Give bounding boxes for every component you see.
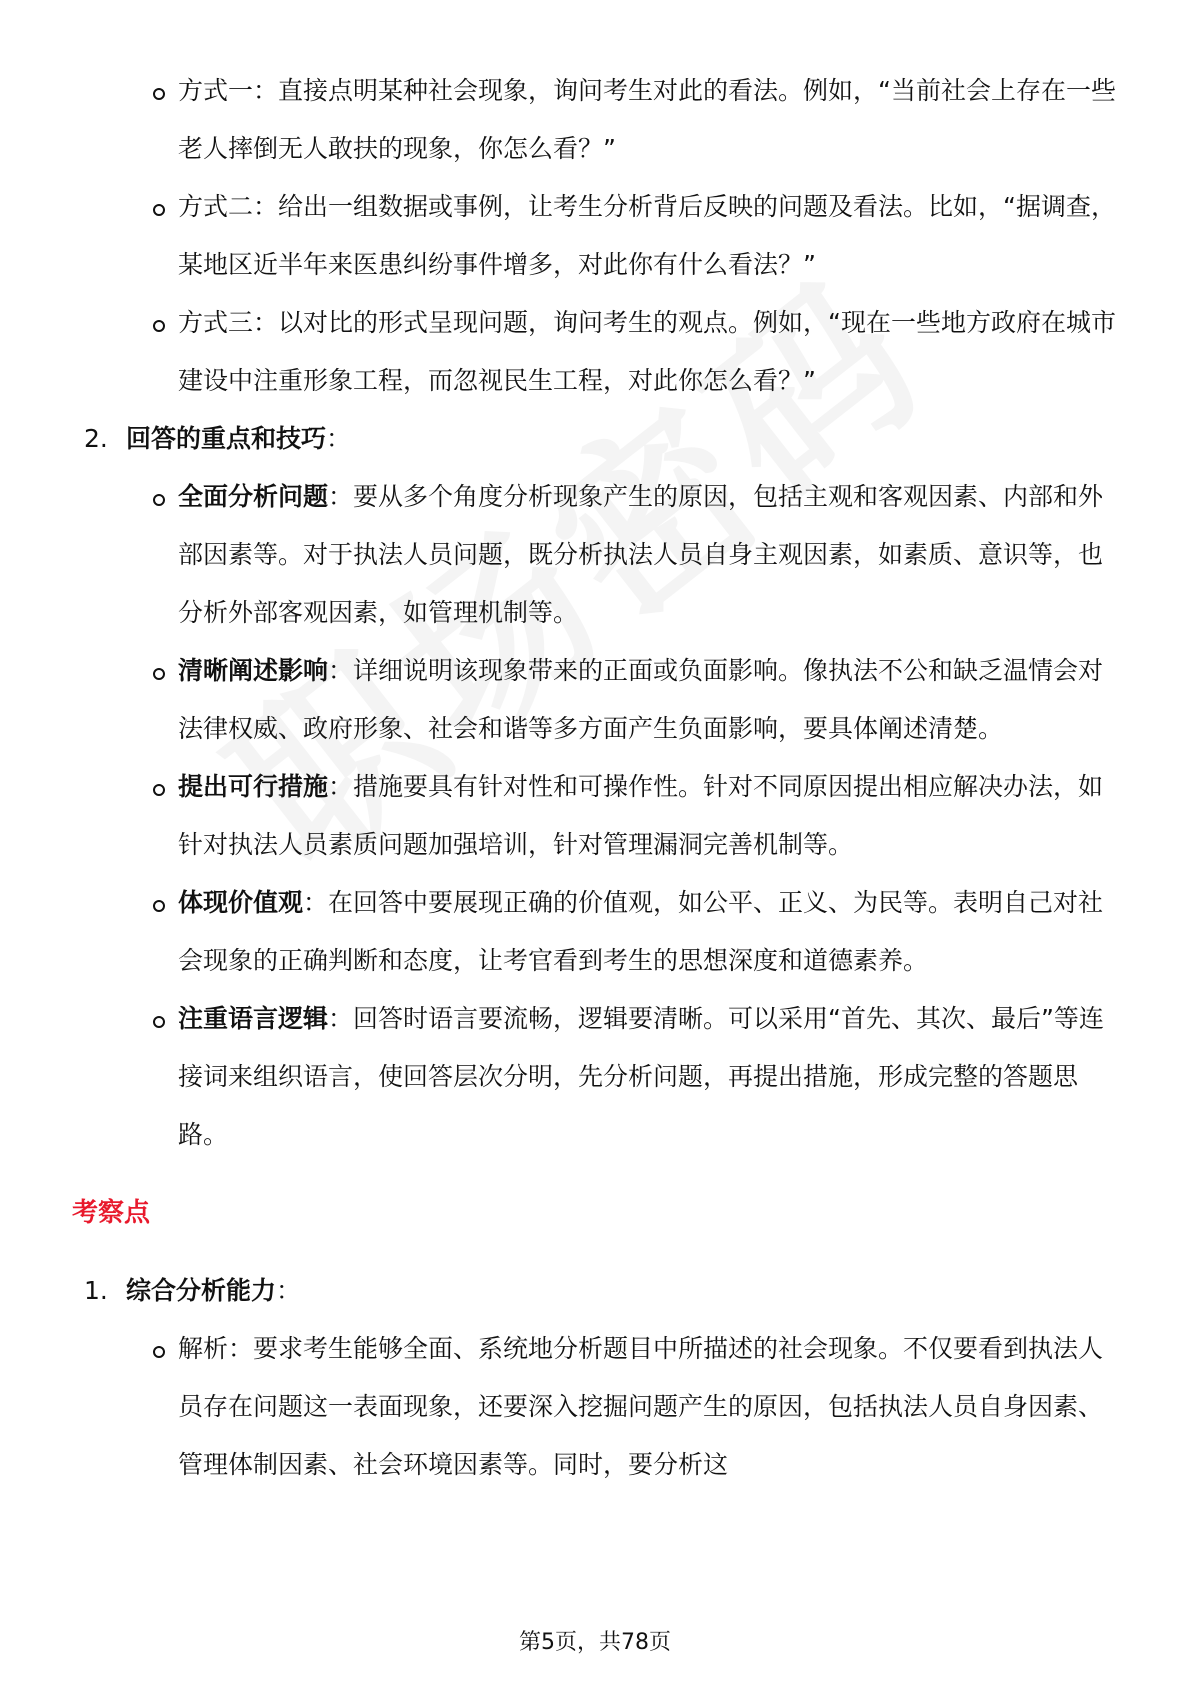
bullet-text: ：措施要具有针对性和可操作性。针对不同原因提出相应解决办法，如针对执法人员素质问题加强培训，针对管理漏洞完善机制等。 [178,772,1104,859]
bullet-measures [178,758,1118,874]
section-title: 考察点 [72,1198,151,1228]
item-number: 1. [84,1276,108,1305]
bullet-heading: 全面分析问题 [178,482,329,511]
bullet-method-1: 方式一：直接点明某种社会现象，询问考生对此的看法。例如，“当前社会上存在一些老人摔倒无人敢扶的现象，你怎么看？” [178,62,1118,178]
bullet-impact [178,642,1118,758]
bullet-heading: 体现价值观 [178,888,304,917]
bullet-heading: 提出可行措施 [178,772,329,801]
item-colon: ： [276,1276,302,1305]
bullet-method-2: 方式二：给出一组数据或事例，让考生分析背后反映的问题及看法。比如，“据调查，某地区近半年来医患纠纷事件增多，对此你有什么看法？” [178,178,1118,294]
numbered-item-analysis-ability [84,1262,1116,1320]
bullet-text: ：要从多个角度分析现象产生的原因，包括主观和客观因素、内部和外部因素等。对于执法人员问题，既分析执法人员自身主观因素，如素质、意识等，也分析外部客观因素，如管理机制等。 [178,482,1104,627]
item-heading: 回答的重点和技巧 [126,424,327,453]
item-number: 2. [84,424,108,453]
bullet-analyze [178,468,1118,642]
bullet-text: ：回答时语言要流畅，逻辑要清晰。可以采用“首先、其次、最后”等连接词来组织语言，使回答层次分明，先分析问题，再提出措施，形成完整的答题思路。 [178,1004,1104,1149]
numbered-item-answer-tips [84,410,1116,468]
bullet-text: ：在回答中要展现正确的价值观，如公平、正义、为民等。表明自己对社会现象的正确判断和态度，让考官看到考生的思想深度和道德素养。 [178,888,1104,975]
bullet-analysis: 解析：要求考生能够全面、系统地分析题目中所描述的社会现象。不仅要看到执法人员存在问题这一表面现象，还要深入挖掘问题产生的原因，包括执法人员自身因素、管理体制因素、社会环境因素等。同时，要分析这 [178,1320,1118,1494]
bullet-method-3: 方式三：以对比的形式呈现问题，询问考生的观点。例如，“现在一些地方政府在城市建设中注重形象工程，而忽视民生工程，对此你怎么看？” [178,294,1118,410]
bullet-text: ：详细说明该现象带来的正面或负面影响。像执法不公和缺乏温情会对法律权威、政府形象、社会和谐等多方面产生负面影响，要具体阐述清楚。 [178,656,1104,743]
item-colon: ： [326,424,352,453]
page-footer: 第5页，共78页 [519,1630,671,1655]
bullet-heading: 清晰阐述影响 [178,656,329,685]
bullet-heading: 注重语言逻辑 [178,1004,329,1033]
item-heading: 综合分析能力 [126,1276,277,1305]
bullet-logic [178,990,1118,1164]
page-content [0,62,1190,1494]
bullet-values [178,874,1118,990]
